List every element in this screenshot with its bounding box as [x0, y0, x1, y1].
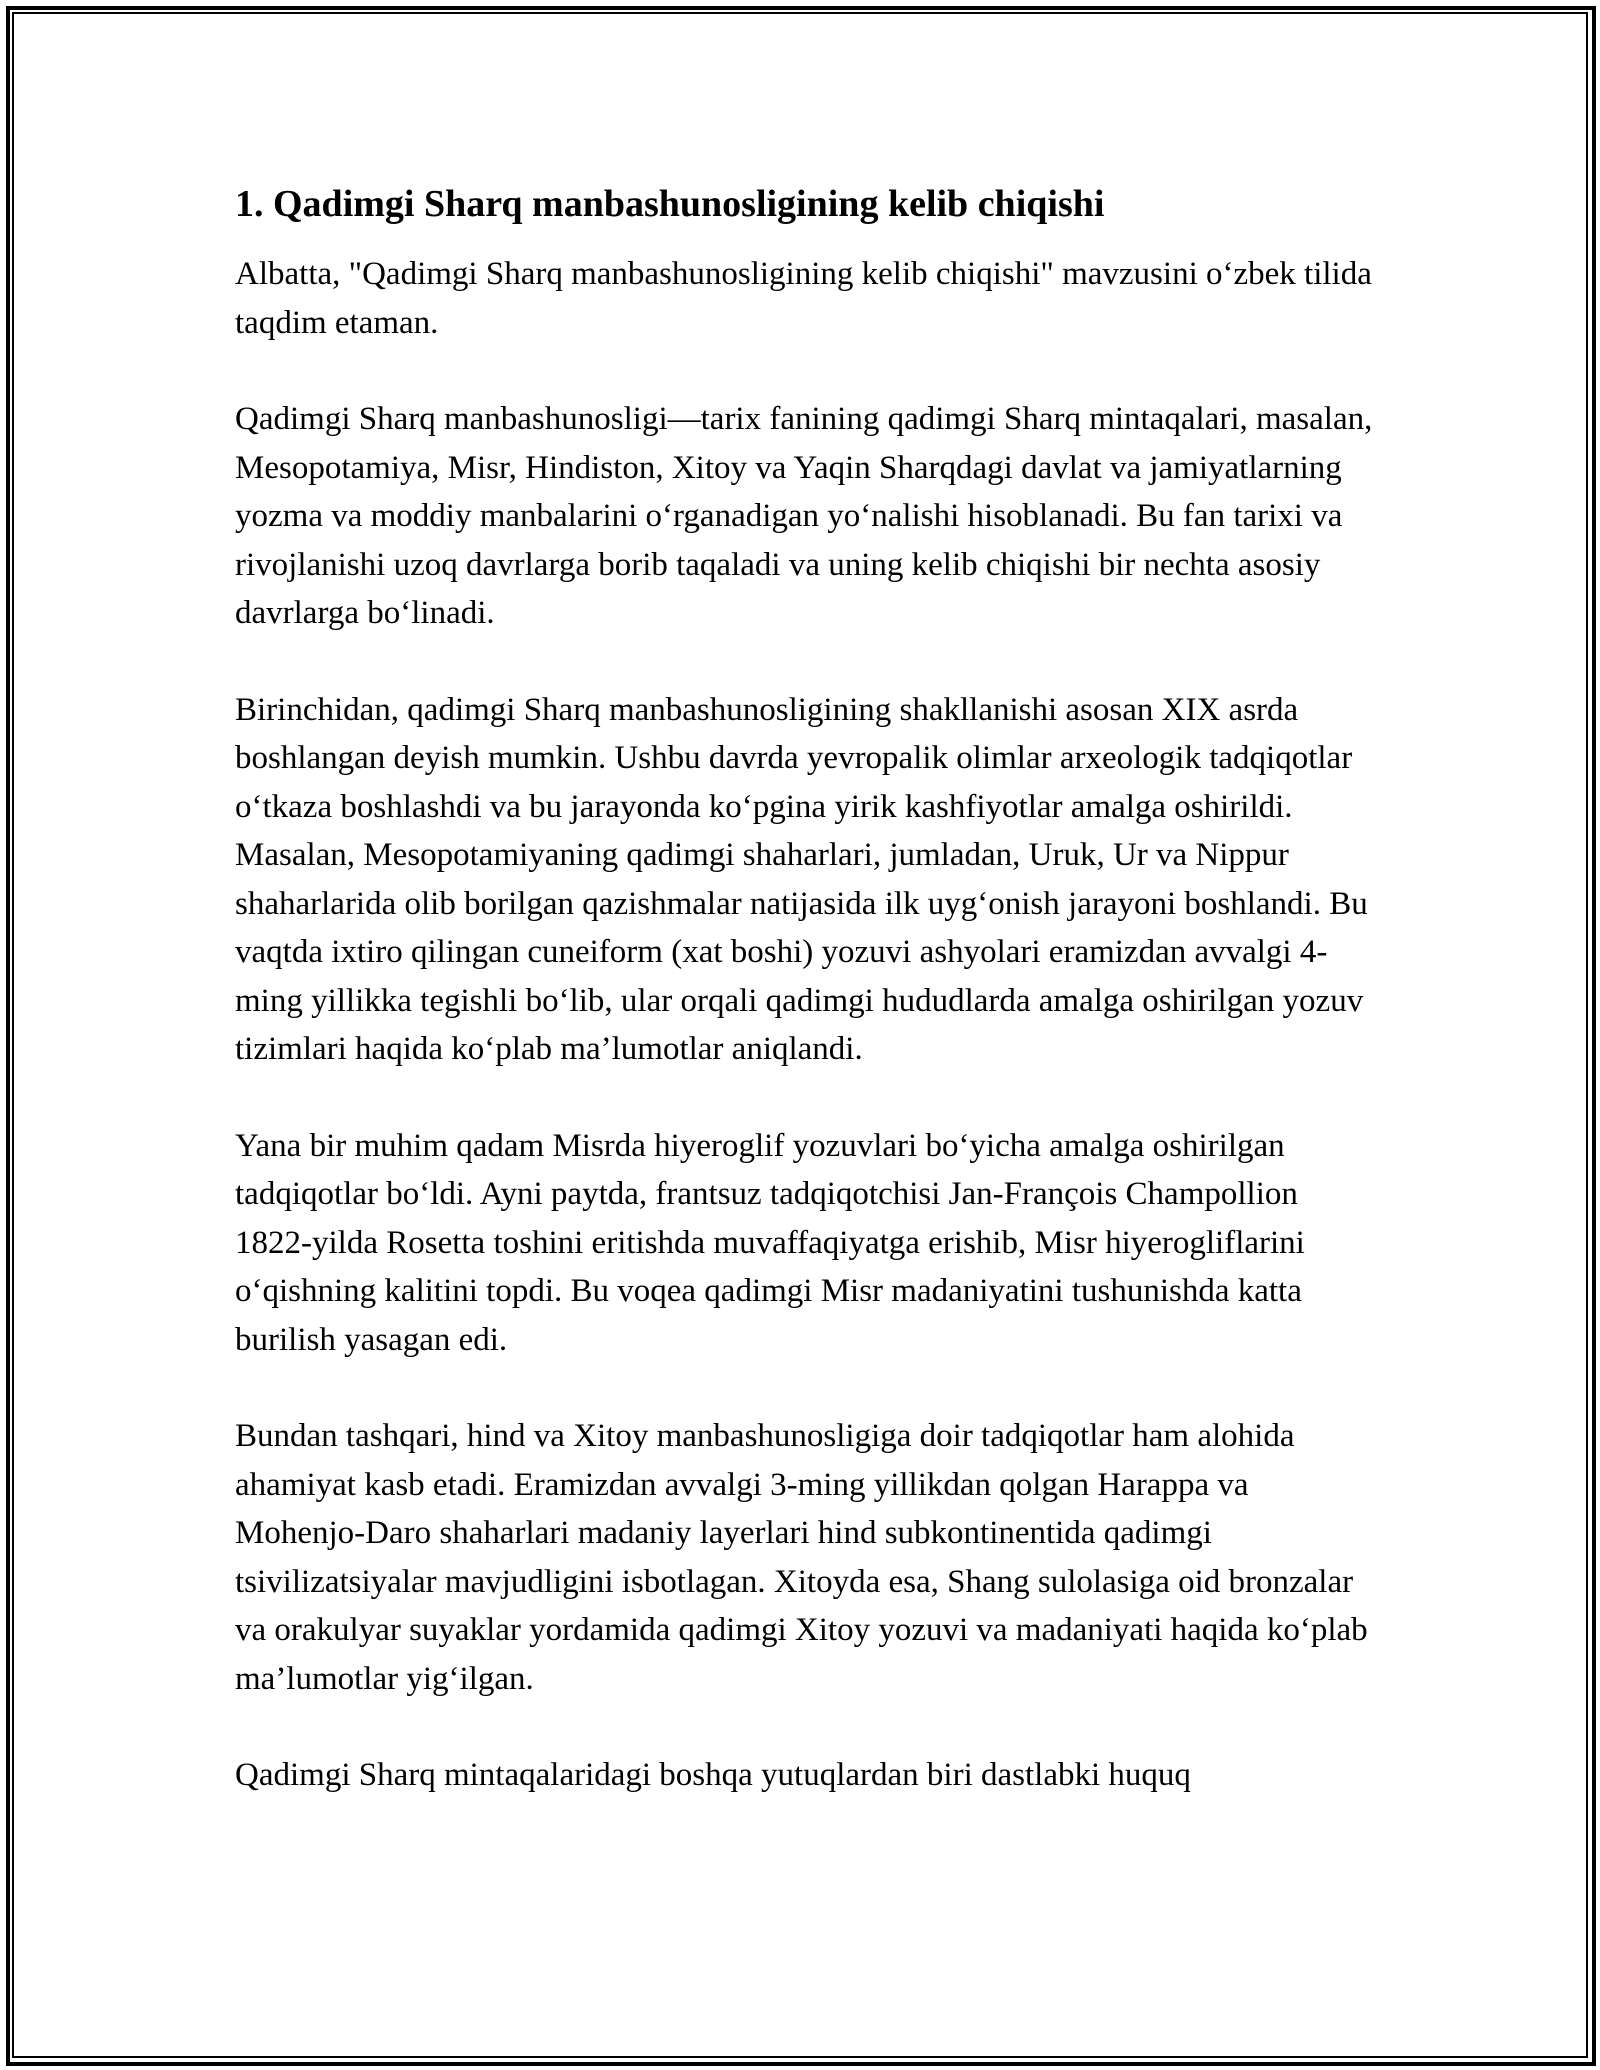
paragraph-intro: Albatta, "Qadimgi Sharq manbashunosligining kelib chiqishi" mavzusini o‘zbek tilida taqdim etaman. — [235, 256, 1372, 341]
paragraph-definition: Qadimgi Sharq manbashunosligi—tarix fanining qadimgi Sharq mintaqalari, masalan, Mesopotamiya, Misr, Hindiston, Xitoy va Yaqin Sharqdagi davlat va jamiyatlarning yozma va moddiy manbalarini o‘rganadigan yo‘nalishi hisoblanadi. Bu fan tarixi va rivojlanishi uzoq davrlarga borib taqaladi va uning kelib chiqishi bir nechta asosiy davrlarga bo‘linadi. — [235, 401, 1373, 631]
paragraph-india-china: Bundan tashqari, hind va Xitoy manbashunosligiga doir tadqiqotlar ham alohida ahamiyat kasb etadi. Eramizdan avvalgi 3-ming yillikdan qolgan Harappa va Mohenjo-Daro shaharlari madaniy layerlari hind subkontinentida qadimgi tsivilizatsiyalar mavjudligini isbotlagan. Xitoyda esa, Shang sulolasiga oid bronzalar va orakulyar suyaklar yordamida qadimgi Xitoy yozuvi va madaniyati haqida ko‘plab ma’lumotlar yig‘ilgan. — [235, 1418, 1368, 1697]
paragraph-egypt-hieroglyphs: Yana bir muhim qadam Misrda hiyeroglif yozuvlari bo‘yicha amalga oshirilgan tadqiqotlar bo‘ldi. Ayni paytda, frantsuz tadqiqotchisi Jan-François Champollion 1822-yilda Rosetta toshini eritishda muvaffaqiyatga erishib, Misr hiyerogliflarini o‘qishning kalitini topdi. Bu voqea qadimgi Misr madaniyatini tushunishda katta burilish yasagan edi. — [235, 1127, 1305, 1358]
paragraph-law-start: Qadimgi Sharq mintaqalaridagi boshqa yutuqlardan biri dastlabki huquq — [235, 1757, 1191, 1793]
document-body — [235, 180, 1380, 1848]
page-title: 1. Qadimgi Sharq manbashunosligining kelib chiqishi — [235, 183, 1105, 225]
paragraph-nineteenth-century: Birinchidan, qadimgi Sharq manbashunosligining shakllanishi asosan XIX asrda boshlangan deyish mumkin. Ushbu davrda yevropalik olimlar arxeologik tadqiqotlar o‘tkaza boshlashdi va bu jarayonda ko‘pgina yirik kashfiyotlar amalga oshirildi. Masalan, Mesopotamiyaning qadimgi shaharlari, jumladan, Uruk, Ur va Nippur shaharlarida olib borilgan qazishmalar natijasida ilk uyg‘onish jarayoni boshlandi. Bu vaqtda ixtiro qilingan cuneiform (xat boshi) yozuvi ashyolari eramizdan avvalgi 4-ming yillikka tegishli bo‘lib, ular orqali qadimgi hududlarda amalga oshirilgan yozuv tizimlari haqida ko‘plab ma’lumotlar aniqlandi. — [235, 691, 1368, 1067]
